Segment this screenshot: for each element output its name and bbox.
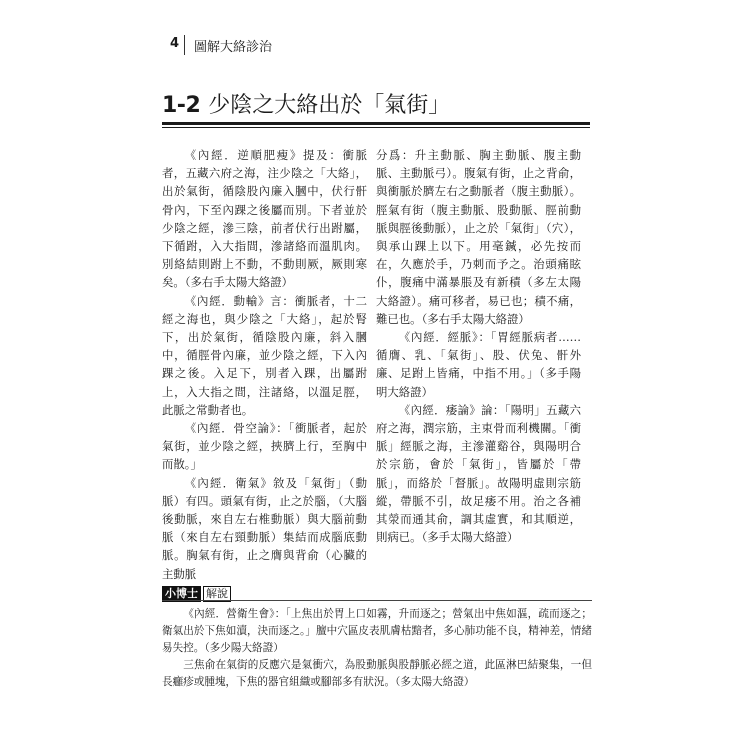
paragraph: 分爲：升主動脈、胸主動脈、腹主動脈、主動脈弓）。腹氣有街，止之背俞，與衝脈於臍左右之動脈者（腹主動脈）。脛氣有街（腹主動脈、股動脈、脛前動脈與脛後動脈），止之於「氣街」（穴），與承山踝上以下。用毫鍼，必先按而在，久應於手，乃刺而予之。治頭痛眩仆，腹痛中滿暴脹及有新積（多左太陽大絡證）。痛可移者，易已也；積不痛，難已也。（多右手太陽大絡證） (376, 148, 581, 326)
header-divider (184, 35, 185, 55)
section-heading: 少陰之大絡出於「氣街」 (208, 93, 451, 118)
paragraph: 《內經．衛氣》敘及「氣街」（動脈）有四。頭氣有街，止之於腦，（大腦後動脈，來自左右椎動脈）與大腦前動脈（來自左右頸動脈）集結而成腦底動脈。胸氣有街，止之膺與背俞（心臟的主動脈 (162, 475, 367, 581)
tip-divider (162, 600, 592, 601)
paragraph: 《內經．痿論》論：「陽明」五藏六府之海，潤宗筋，主束骨而利機關。「衝脈」經脈之海，主滲灌谿谷，與陽明合於宗筋，會於「氣街」，皆屬於「帶脈」，而絡於「督脈」。故陽明虛則宗筋縱，帶脈不引，故足痿不用。治之各補其滎而通其俞，調其虛實，和其順逆，則病已。（多手太陽大絡證） (376, 402, 581, 545)
tip-paragraph: 三焦俞在氣街的反應穴是氣衝穴，為股動脈與股靜脈必經之道，此區淋巴結聚集，一但長癰疹或腫塊，下焦的器官組織或腳部多有狀況。（多太陽大絡證） (162, 659, 592, 688)
paragraph: 《內經．經脈》：「胃經脈病者……循膺、乳、「氣街」、股、伏兔、骭外廉、足跗上皆痛，中指不用。」（多手陽明大絡證） (376, 330, 581, 399)
left-column (162, 146, 367, 583)
title-rule-thin (162, 127, 590, 128)
tip-box (162, 582, 592, 688)
tip-paragraph: 《內經．營衛生會》：「上焦出於胃上口如霧，升而逐之；營氣出中焦如漚，疏而逐之；衛氣出於下焦如瀆，決而逐之。」膻中穴區皮表肌膚枯黯者，多心肺功能不良，精神差，情緒易失控。（多少陽大絡證） (162, 608, 592, 654)
page-header (170, 34, 590, 58)
paragraph: 《內經．骨空論》：「衝脈者，起於氣街，並少陰之經，挾臍上行，至胸中而散。」 (162, 421, 367, 472)
running-title: 圖解大絡診治 (194, 40, 273, 55)
section-title (162, 88, 592, 120)
title-rule (162, 122, 590, 125)
paragraph: 《內經．逆順肥瘦》提及：衝脈者，五藏六府之海，注少陰之「大絡」，出於氣街，循陰股內廉入膕中，伏行骭骨內，下至內踝之後屬而別。下者並於少陰之經，滲三陰，前者伏行出跗屬，下循跗，入大指間，滲諸絡而溫肌肉。別絡結則跗上不動，不動則厥，厥則寒矣。（多右手太陽大絡證） (162, 148, 367, 290)
page-number: 4 (170, 36, 180, 51)
tip-text (162, 606, 592, 691)
tip-label-dark: 小博士 (162, 586, 201, 602)
right-column (376, 146, 581, 546)
tip-label-light: 解說 (203, 586, 231, 602)
section-number: 1-2 (162, 93, 201, 118)
paragraph: 《內經．動輸》言：衝脈者，十二經之海也，與少陰之「大絡」，起於腎下，出於氣街，循陰股內廉，斜入膕中，循脛骨內廉，並少陰之經，下入內踝之後。入足下，別者入踝，出屬跗上，入大指之間，注諸絡，以溫足脛，此脈之常動者也。 (162, 293, 367, 417)
